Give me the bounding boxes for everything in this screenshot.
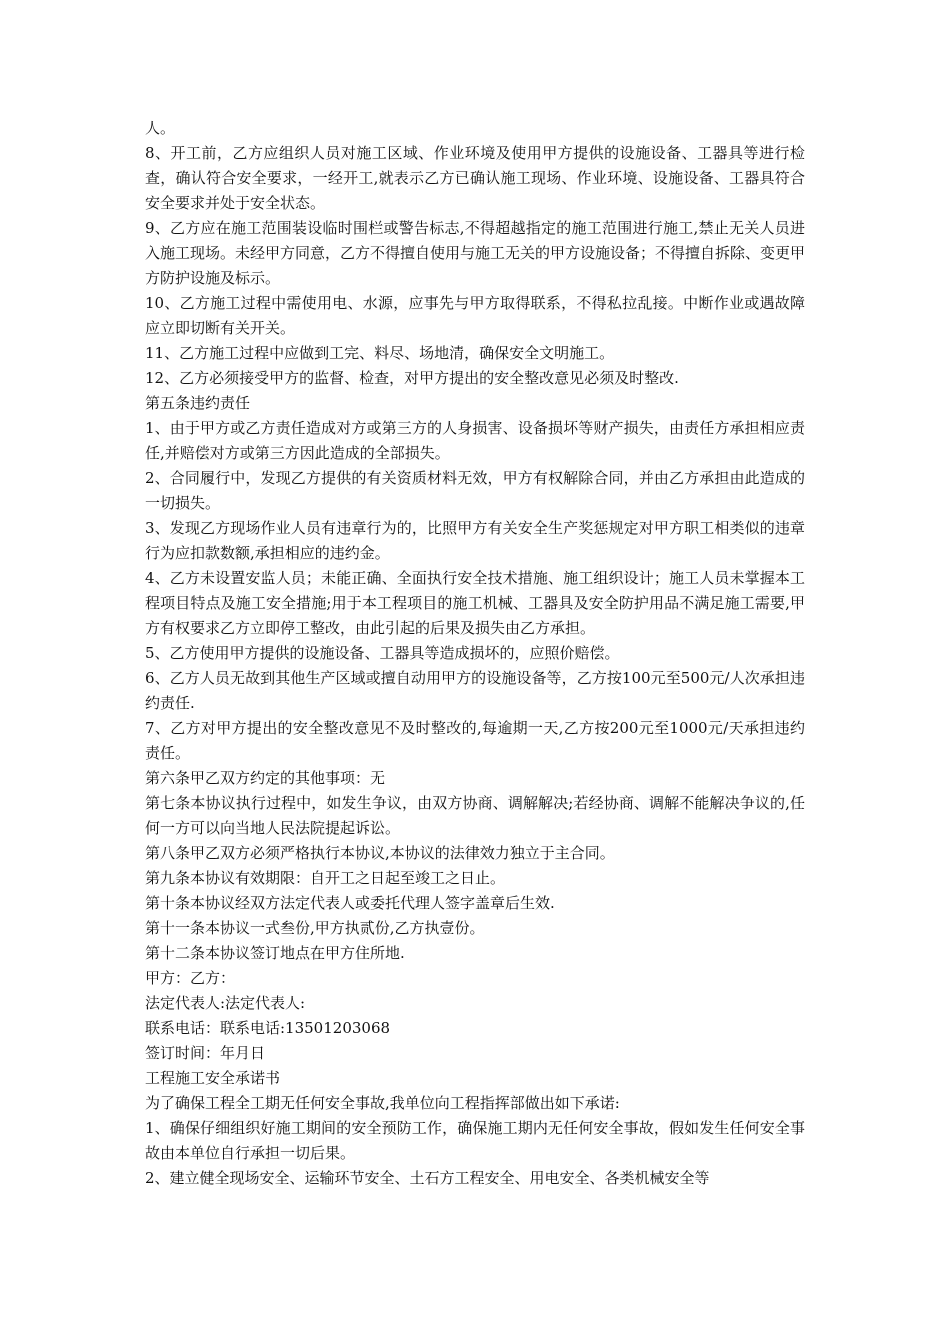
paragraph: 第十二条本协议签订地点在甲方住所地. — [145, 944, 405, 962]
paragraph: 6、乙方人员无故到其他生产区域或擅自动用甲方的设施设备等，乙方按100元至500元/人次承担违约责任. — [145, 669, 805, 712]
document-page — [145, 116, 805, 1191]
paragraph: 5、乙方使用甲方提供的设施设备、工器具等造成损坏的，应照价赔偿。 — [145, 644, 620, 662]
paragraph: 第八条甲乙双方必须严格执行本协议,本协议的法律效力独立于主合同。 — [145, 844, 615, 862]
paragraph: 为了确保工程全工期无任何安全事故,我单位向工程指挥部做出如下承诺: — [145, 1094, 620, 1112]
signature-date: 签订时间：年月日 — [145, 1044, 266, 1062]
paragraph: 2、合同履行中，发现乙方提供的有关资质材料无效，甲方有权解除合同，并由乙方承担由此造成的一切损失。 — [145, 469, 805, 512]
paragraph: 第七条本协议执行过程中，如发生争议，由双方协商、调解解决;若经协商、调解不能解决争议的,任何一方可以向当地人民法院提起诉讼。 — [145, 794, 805, 837]
paragraph: 9、乙方应在施工范围装设临时围栏或警告标志,不得超越指定的施工范围进行施工,禁止无关人员进入施工现场。未经甲方同意，乙方不得擅自使用与施工无关的甲方设施设备；不得擅自拆除、变更甲方防护设施及标示。 — [145, 219, 806, 287]
paragraph: 11、乙方施工过程中应做到工完、料尽、场地清，确保安全文明施工。 — [145, 344, 615, 362]
paragraph: 2、建立健全现场安全、运输环节安全、土石方工程安全、用电安全、各类机械安全等 — [145, 1169, 710, 1187]
paragraph: 3、发现乙方现场作业人员有违章行为的，比照甲方有关安全生产奖惩规定对甲方职工相类似的违章行为应扣款数额,承担相应的违约金。 — [145, 519, 805, 562]
paragraph: 4、乙方未设置安监人员；未能正确、全面执行安全技术措施、施工组织设计；施工人员未掌握本工程项目特点及施工安全措施;用于本工程项目的施工机械、工器具及安全防护用品不满足施工需要,甲方有权要求乙方立即停工整改，由此引起的后果及损失由乙方承担。 — [145, 569, 805, 637]
paragraph: 人。 — [145, 119, 176, 137]
paragraph: 第十条本协议经双方法定代表人或委托代理人签字盖章后生效. — [145, 894, 555, 912]
paragraph: 第九条本协议有效期限：自开工之日起至竣工之日止。 — [145, 869, 506, 887]
section-heading: 第五条违约责任 — [145, 394, 251, 412]
document-title: 工程施工安全承诺书 — [145, 1069, 281, 1087]
paragraph: 1、确保仔细组织好施工期间的安全预防工作，确保施工期内无任何安全事故，假如发生任何安全事故由本单位自行承担一切后果。 — [145, 1119, 805, 1162]
paragraph: 8、开工前，乙方应组织人员对施工区域、作业环境及使用甲方提供的设施设备、工器具等进行检查，确认符合安全要求，一经开工,就表示乙方已确认施工现场、作业环境、设施设备、工器具符合安全要求并处于安全状态。 — [145, 144, 805, 212]
paragraph: 10、乙方施工过程中需使用电、水源，应事先与甲方取得联系，不得私拉乱接。中断作业或遇故障应立即切断有关开关。 — [145, 294, 805, 337]
paragraph: 1、由于甲方或乙方责任造成对方或第三方的人身损害、设备损坏等财产损失，由责任方承担相应责任,并赔偿对方或第三方因此造成的全部损失。 — [145, 419, 805, 462]
paragraph: 12、乙方必须接受甲方的监督、检查，对甲方提出的安全整改意见必须及时整改. — [145, 369, 679, 387]
signature-phone: 联系电话：联系电话:13501203068 — [145, 1019, 391, 1037]
section-heading: 第六条甲乙双方约定的其他事项：无 — [145, 769, 386, 787]
paragraph: 第十一条本协议一式叁份,甲方执贰份,乙方执壹份。 — [145, 919, 485, 937]
paragraph: 7、乙方对甲方提出的安全整改意见不及时整改的,每逾期一天,乙方按200元至1000元/天承担违约责任。 — [145, 719, 805, 762]
signature-parties: 甲方：乙方： — [145, 969, 236, 987]
signature-representatives: 法定代表人:法定代表人: — [145, 994, 306, 1012]
